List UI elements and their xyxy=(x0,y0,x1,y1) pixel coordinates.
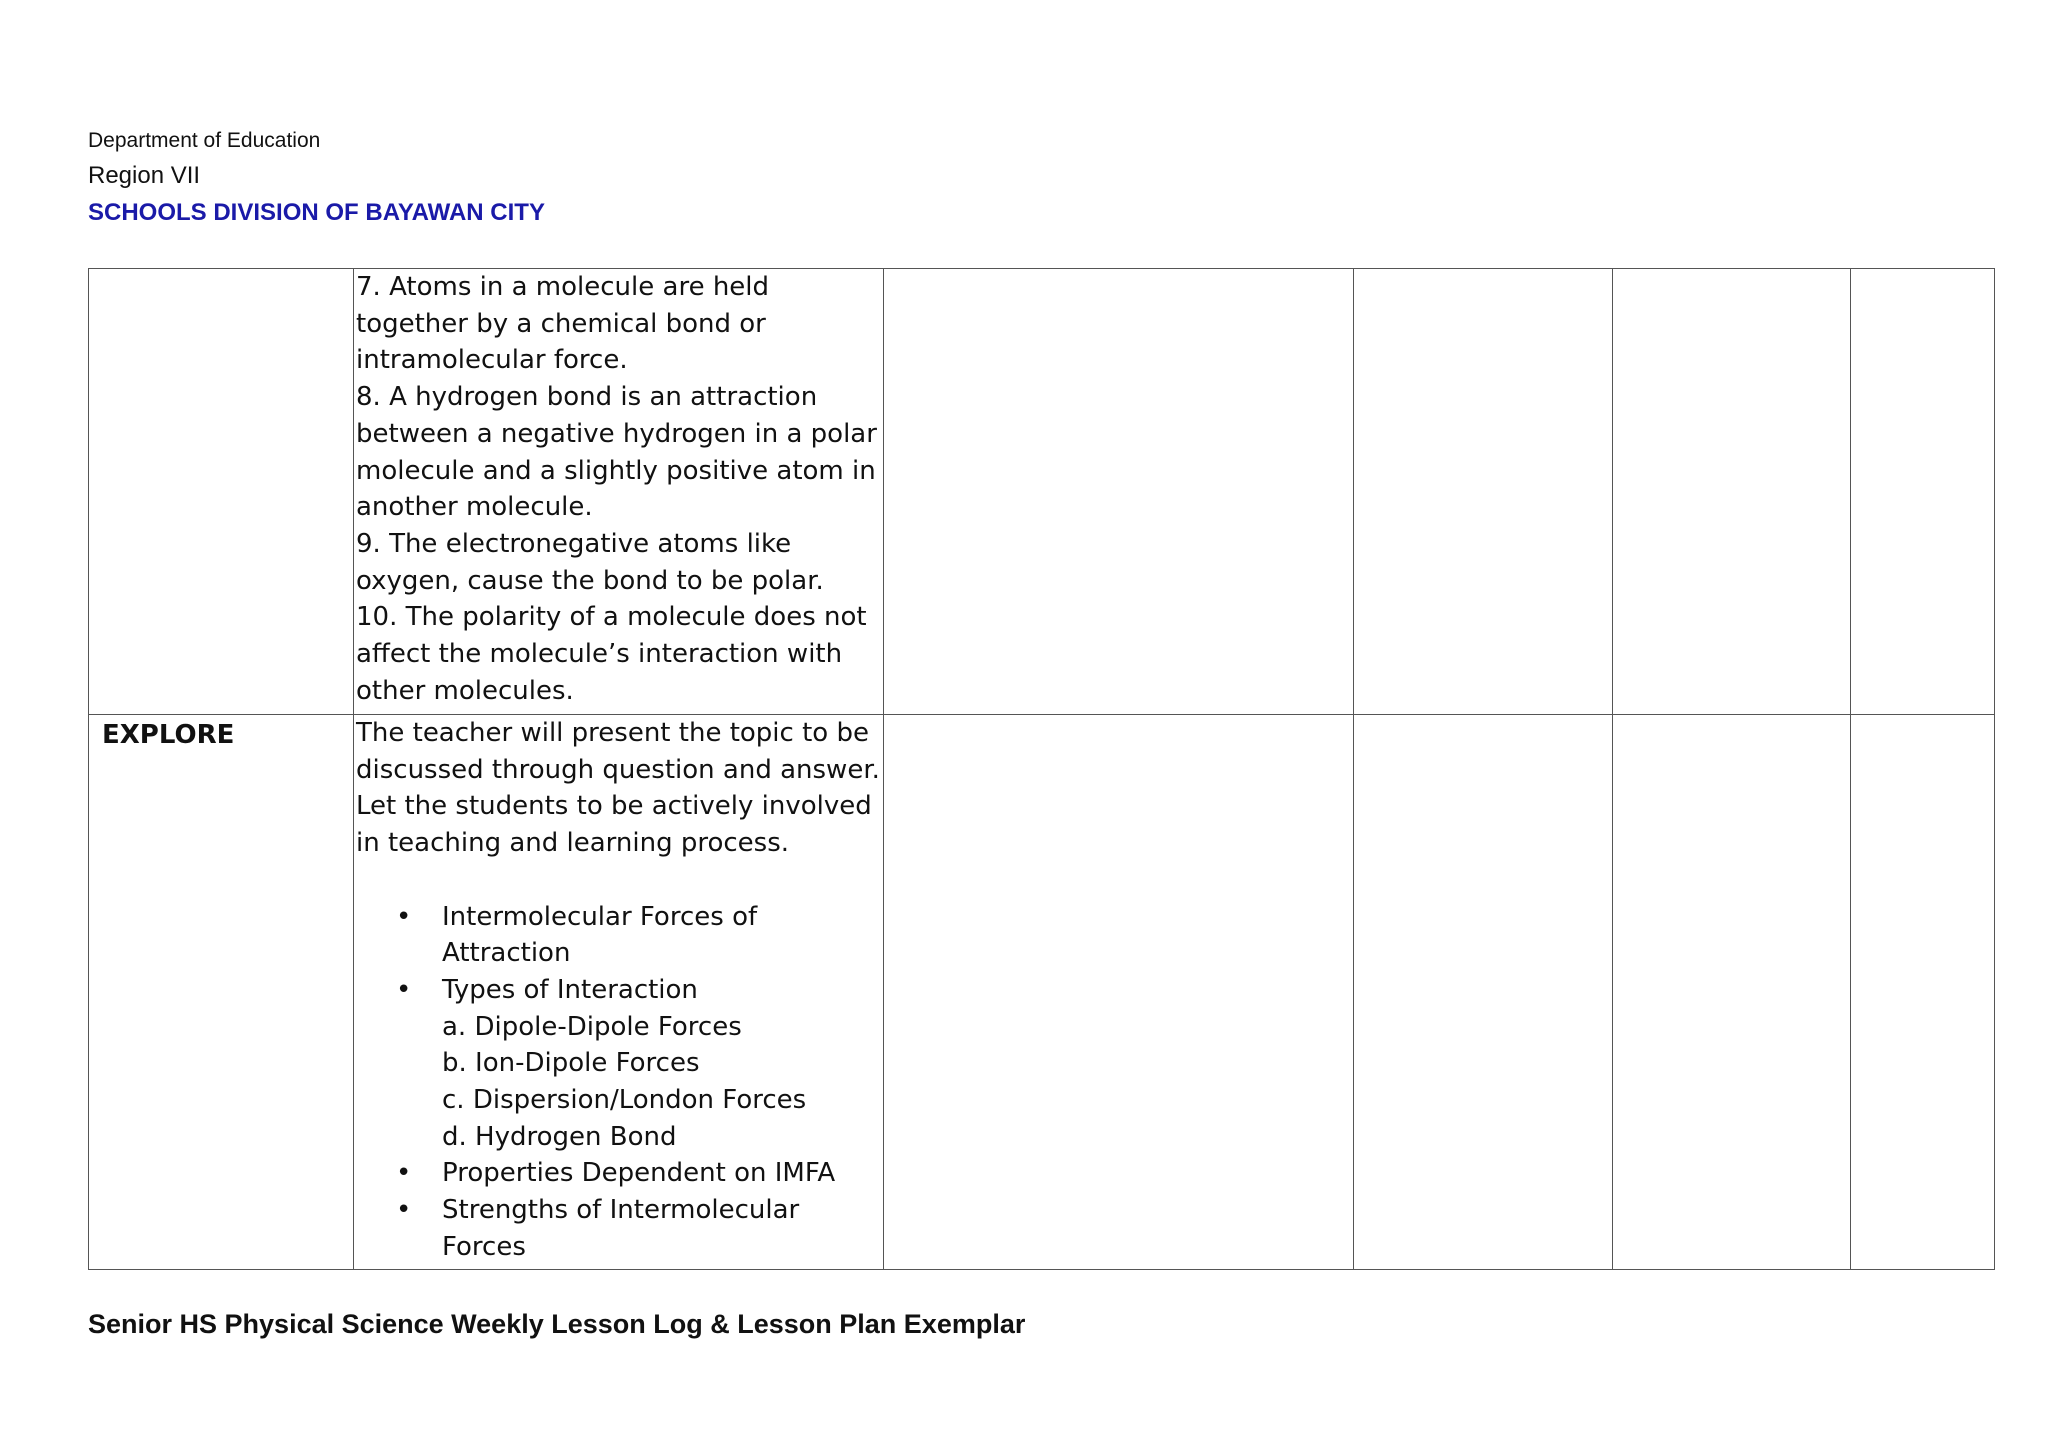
sub-list-item: a. Dipole-Dipole Forces xyxy=(442,1011,742,1042)
topic-label: Types of Interaction xyxy=(442,974,698,1005)
topic-label: Strengths of Intermolecular Forces xyxy=(442,1195,800,1262)
document-footer-title: Senior HS Physical Science Weekly Lesson Log & Lesson Plan Exemplar xyxy=(88,1309,1026,1339)
department-name: Department of Education xyxy=(88,129,321,152)
list-item xyxy=(356,899,883,972)
bullet-icon: • xyxy=(396,1195,412,1226)
statement-item: 7. Atoms in a molecule are held together by a chemical bond or intramolecular force. xyxy=(356,272,770,376)
empty-cell xyxy=(884,715,1354,1270)
list-item xyxy=(356,1155,883,1192)
explore-content-cell xyxy=(354,715,884,1270)
bullet-icon: • xyxy=(396,974,412,1005)
empty-cell xyxy=(1354,269,1613,715)
statement-item: 8. A hydrogen bond is an attraction between a negative hydrogen in a polar molecule and a slightly positive atom in another molecule. xyxy=(356,382,877,523)
lesson-log-table xyxy=(88,268,1995,1270)
explore-label: EXPLORE xyxy=(89,715,354,1270)
list-item xyxy=(356,1192,883,1265)
table-row xyxy=(89,715,1995,1270)
list-item xyxy=(356,972,883,1009)
region-name: Region VII xyxy=(88,162,201,189)
statement-item: 10. The polarity of a molecule does not affect the molecule’s interaction with other molecules. xyxy=(356,602,867,706)
empty-cell xyxy=(1613,715,1851,1270)
sub-list-item: b. Ion-Dipole Forces xyxy=(442,1048,700,1079)
bullet-icon: • xyxy=(396,901,412,932)
explore-intro: The teacher will present the topic to be discussed through question and answer. Let the students to be actively involved in teaching and learning process. xyxy=(356,718,880,859)
empty-cell xyxy=(1354,715,1613,1270)
topic-label: Properties Dependent on IMFA xyxy=(442,1158,836,1189)
statements-cell xyxy=(354,269,884,715)
topic-label: Intermolecular Forces of Attraction xyxy=(442,901,758,969)
table-row xyxy=(89,269,1995,715)
division-name: SCHOOLS DIVISION OF BAYAWAN CITY xyxy=(88,199,545,226)
topic-list xyxy=(356,899,883,1266)
row-label-cell xyxy=(89,269,354,715)
document-header xyxy=(88,124,988,232)
statement-item: 9. The electronegative atoms like oxygen, cause the bond to be polar. xyxy=(356,528,824,596)
bullet-icon: • xyxy=(396,1158,412,1189)
empty-cell xyxy=(884,269,1354,715)
empty-cell xyxy=(1851,269,1995,715)
spacer xyxy=(356,862,883,899)
empty-cell xyxy=(1851,715,1995,1270)
sub-list-item: d. Hydrogen Bond xyxy=(442,1121,677,1152)
sub-list-item: c. Dispersion/London Forces xyxy=(442,1085,807,1116)
empty-cell xyxy=(1613,269,1851,715)
